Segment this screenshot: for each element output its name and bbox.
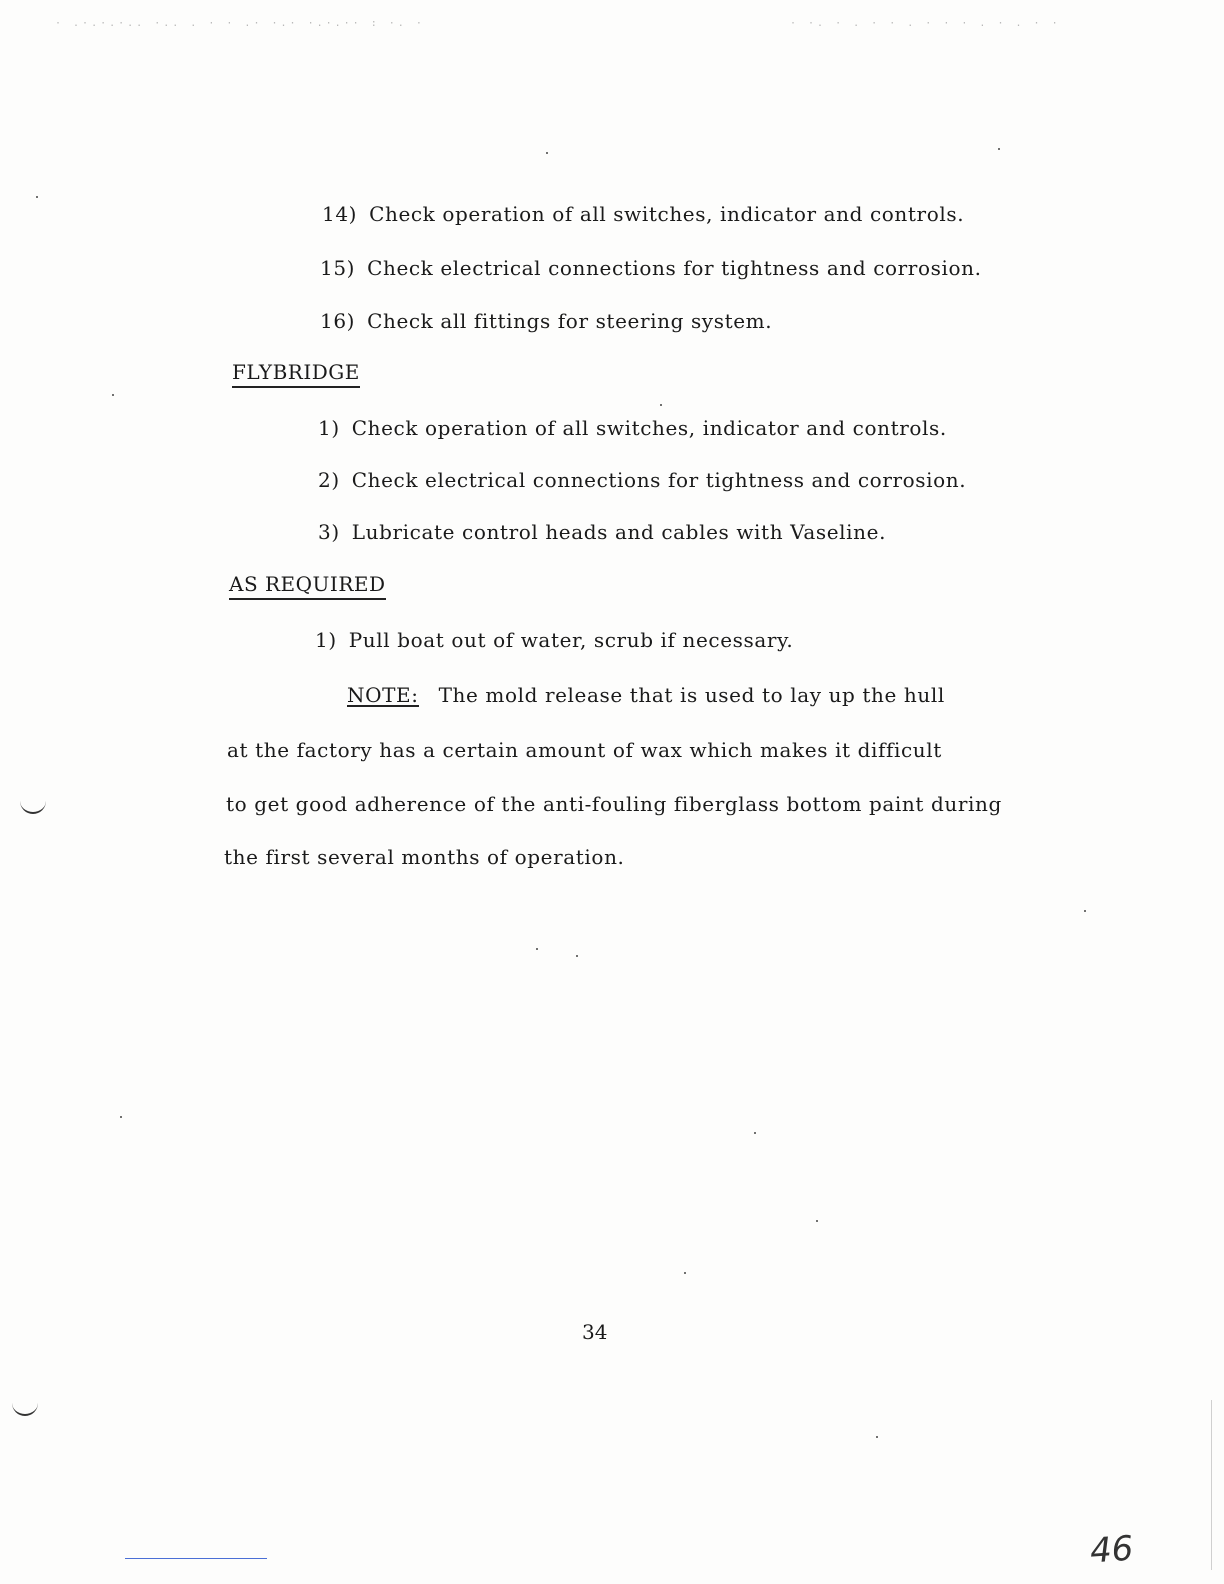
section-heading-flybridge: FLYBRIDGE: [232, 360, 360, 388]
item-number: 14): [322, 202, 358, 226]
item-number: 16): [320, 309, 356, 333]
scan-speck: [1084, 910, 1086, 912]
handwritten-page-number: 46: [1088, 1528, 1135, 1572]
list-item: [318, 468, 966, 492]
list-item: [315, 628, 793, 652]
list-item: [320, 256, 982, 280]
note-paragraph-line-1: [347, 683, 945, 707]
note-label: NOTE:: [347, 683, 419, 707]
section-heading-as-required: AS REQUIRED: [229, 572, 386, 600]
note-paragraph-line-3: to get good adherence of the anti-fouling fiberglass bottom paint during: [226, 792, 1002, 816]
scan-speck: [660, 404, 662, 406]
item-number: 3): [318, 520, 340, 544]
note-paragraph-line-4: the first several months of operation.: [224, 845, 625, 869]
scan-speck: [36, 196, 38, 198]
item-text: Check electrical connections for tightness and corrosion.: [351, 468, 967, 492]
page-edge-shadow: [1211, 1400, 1212, 1570]
scan-speck: [684, 1272, 686, 1274]
page-number: 34: [582, 1320, 608, 1344]
blue-rule-line: [125, 1558, 267, 1559]
item-text: Check all fittings for steering system.: [367, 309, 773, 333]
binder-hole-mark: [20, 800, 46, 814]
item-number: 2): [318, 468, 340, 492]
list-item: [320, 309, 772, 333]
scan-speck: [546, 152, 548, 154]
scan-speck: [576, 955, 578, 957]
item-text: Pull boat out of water, scrub if necessary.: [348, 628, 794, 652]
item-text: Check operation of all switches, indicator and controls.: [369, 202, 965, 226]
list-item: [318, 520, 886, 544]
item-text: Check electrical connections for tightness and corrosion.: [367, 256, 982, 280]
scan-speck: [120, 1116, 122, 1118]
note-paragraph-line-2: at the factory has a certain amount of wax which makes it difficult: [227, 738, 942, 762]
item-number: 1): [315, 628, 337, 652]
scan-speck: [536, 948, 538, 950]
list-item: [318, 416, 947, 440]
scan-speck: [112, 394, 114, 396]
list-item: [322, 202, 964, 226]
item-number: 15): [320, 256, 356, 280]
binder-hole-mark: [12, 1402, 38, 1416]
scan-artifact-top-right: · ·. · . · · . · · · . · . · ·: [790, 18, 1061, 29]
scan-speck: [876, 1436, 878, 1438]
scan-speck: [816, 1220, 818, 1222]
scan-speck: [754, 1132, 756, 1134]
note-text: The mold release that is used to lay up the hull: [438, 683, 945, 707]
item-text: Lubricate control heads and cables with Vaseline.: [351, 520, 887, 544]
scan-speck: [998, 148, 1000, 150]
item-text: Check operation of all switches, indicator and controls.: [351, 416, 947, 440]
scan-artifact-top-left: · .·.·.·.. ·.. . · · .· ·.· ·.·.·· : ·. ·: [55, 18, 425, 29]
item-number: 1): [318, 416, 340, 440]
